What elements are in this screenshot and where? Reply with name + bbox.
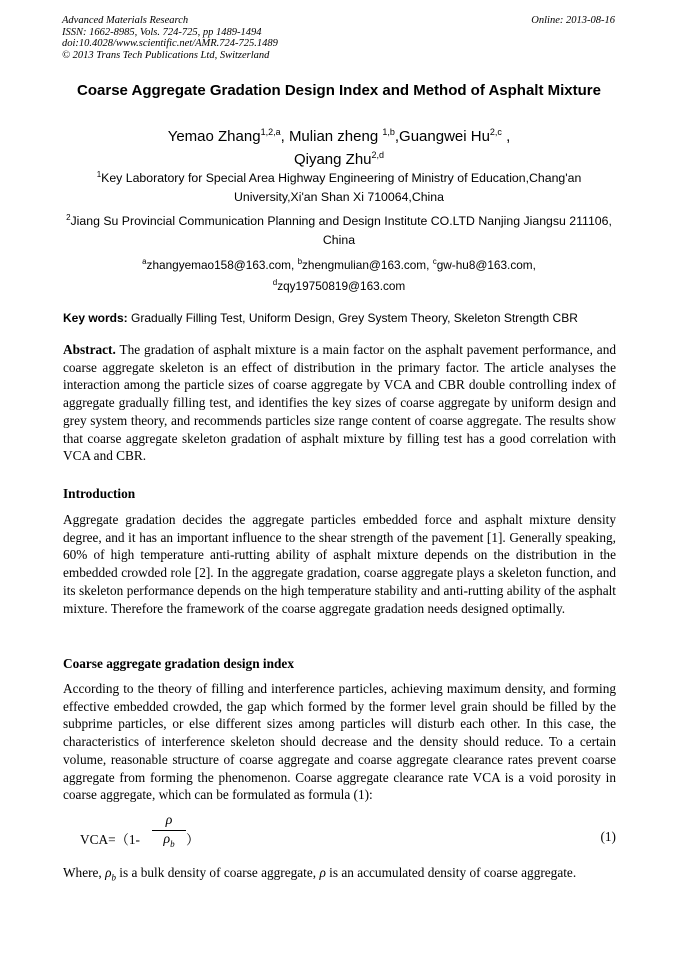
section-heading-introduction: Introduction: [63, 486, 136, 501]
affiliation-2: [62, 209, 616, 249]
formula-numerator: ρ: [165, 813, 173, 828]
abstract-text: The gradation of asphalt mixture is a main factor on the asphalt pavement performance, and coarse aggregate skeleton is an effect of distribution in the primary factor. The article analyses the interaction among the particle sizes of coarse aggregate by VCA and CBR double controlling index of aggregate gradually filling test, and identifies the key sizes of coarse aggregate by uniform design and grey system theory, and recommends particles size range content of coarse aggregate. The results show that coarse aggregate skeleton gradation of asphalt mixture by filling test has a good correlation with VCA and CBR.: [63, 342, 616, 464]
issn-line: ISSN: 1662-8985, Vols. 724-725, pp 1489-1494: [62, 26, 262, 38]
bulk-density-symbol: $\rho_b$: [105, 865, 116, 883]
author-separator: ,: [280, 128, 289, 145]
paper-title: Coarse Aggregate Gradation Design Index and Method of Asphalt Mixture: [77, 82, 601, 99]
email-mark: b: [297, 257, 303, 266]
author-separator: ,: [501, 128, 511, 145]
doi-line: doi:10.4028/www.scientific.net/AMR.724-725.1489: [62, 38, 278, 49]
email-address: gw-hu8@163.com,: [436, 257, 536, 272]
equation-number: (1): [600, 829, 616, 844]
author-name: Guangwei Hu: [399, 128, 490, 145]
affiliation-mark: 1: [96, 170, 102, 179]
vca-formula: [80, 813, 616, 853]
affiliation-1: [62, 166, 616, 206]
abstract: [63, 341, 616, 465]
formula-denominator: $\rho_b$: [163, 832, 175, 849]
section-heading-design-index: Coarse aggregate gradation design index: [63, 656, 294, 671]
journal-header: [62, 15, 278, 61]
email-mark: d: [272, 277, 278, 287]
formula-lhs: VCA=（1-: [80, 832, 140, 847]
author-name: Mulian zheng: [288, 128, 383, 145]
email-address: zhengmulian@163.com,: [302, 257, 433, 272]
denominator-subscript: b: [170, 838, 175, 849]
where-mid: is a bulk density of coarse aggregate,: [115, 865, 320, 880]
author-name: Yemao Zhang: [167, 128, 261, 145]
author-affiliation-mark: 2,c: [489, 127, 502, 137]
author-affiliation-mark: 1,2,a: [260, 127, 281, 137]
affiliation-mark: 2: [66, 213, 71, 222]
keywords: [63, 310, 618, 326]
keywords-label: Key words:: [63, 311, 128, 325]
email-mark: c: [432, 257, 437, 266]
author-affiliation-mark: 1,b: [382, 127, 395, 137]
introduction-paragraph: Aggregate gradation decides the aggregate particles embedded force and asphalt mixture density degree, and it has an important influence to the shear strength of the pavement [1]. Generally speaking, 60% of high temperature anti-rutting ability of asphalt mixture depends on the distribution in the embedded crowded role [2]. In the aggregate gradation, coarse aggregate plays a skeleton function, and its skeleton performance depends on the high temperature stability and anti-rutting ability of the asphalt mixture. Therefore the framework of the coarse aggregate gradation needs designed optimally.: [63, 512, 616, 616]
author-list: [62, 123, 616, 169]
where-tail: is an accumulated density of coarse aggregate.: [325, 865, 577, 880]
formula-rhs: ）: [186, 832, 200, 847]
copyright-line: © 2013 Trans Tech Publications Ltd, Switzerland: [62, 49, 270, 61]
formula-fraction: [147, 813, 191, 849]
affiliation-text: Key Laboratory for Special Area Highway Engineering of Ministry of Education,Chang'an University,Xi'an Shan Xi 710064,China: [101, 171, 582, 204]
journal-name: Advanced Materials Research: [62, 15, 189, 26]
where-paragraph: [63, 864, 616, 887]
density-symbol: ρ: [319, 865, 326, 880]
design-index-paragraph: According to the theory of filling and interference particles, achieving maximum density, and forming effective embedded crowded, the gap which formed by the former level grain should be filled by the subprime particles, or else different sizes among particles will disturb each other. In this case, the characteristics of interference skeleton should decrease and the density should reduce. To a certain volume, reasonable structure of coarse aggregate and coarse aggregate clearance rates prevent coarse aggregate from forming the phenomenon. Coarse aggregate clearance rate VCA is a void porosity in coarse aggregate, which can be formulated as formula (1):: [63, 681, 616, 803]
online-date: Online: 2013-08-16: [531, 15, 615, 26]
email-list: [62, 253, 616, 295]
fraction-bar: [152, 830, 186, 831]
author-name: Qiyang Zhu: [293, 151, 372, 168]
author-affiliation-mark: 2,d: [371, 150, 385, 160]
email-address: zqy19750819@163.com: [277, 278, 406, 293]
abstract-label: Abstract.: [63, 342, 116, 357]
affiliation-text: Jiang Su Provincial Communication Planning and Design Institute CO.LTD Nanjing Jiangsu 211106, China: [70, 214, 612, 247]
keywords-text: Gradually Filling Test, Uniform Design, Grey System Theory, Skeleton Strength CBR: [127, 311, 578, 325]
email-mark: a: [142, 257, 147, 266]
author-separator: ,: [394, 128, 400, 145]
where-lead: Where,: [63, 865, 106, 880]
email-address: zhangyemao158@163.com,: [146, 257, 298, 272]
